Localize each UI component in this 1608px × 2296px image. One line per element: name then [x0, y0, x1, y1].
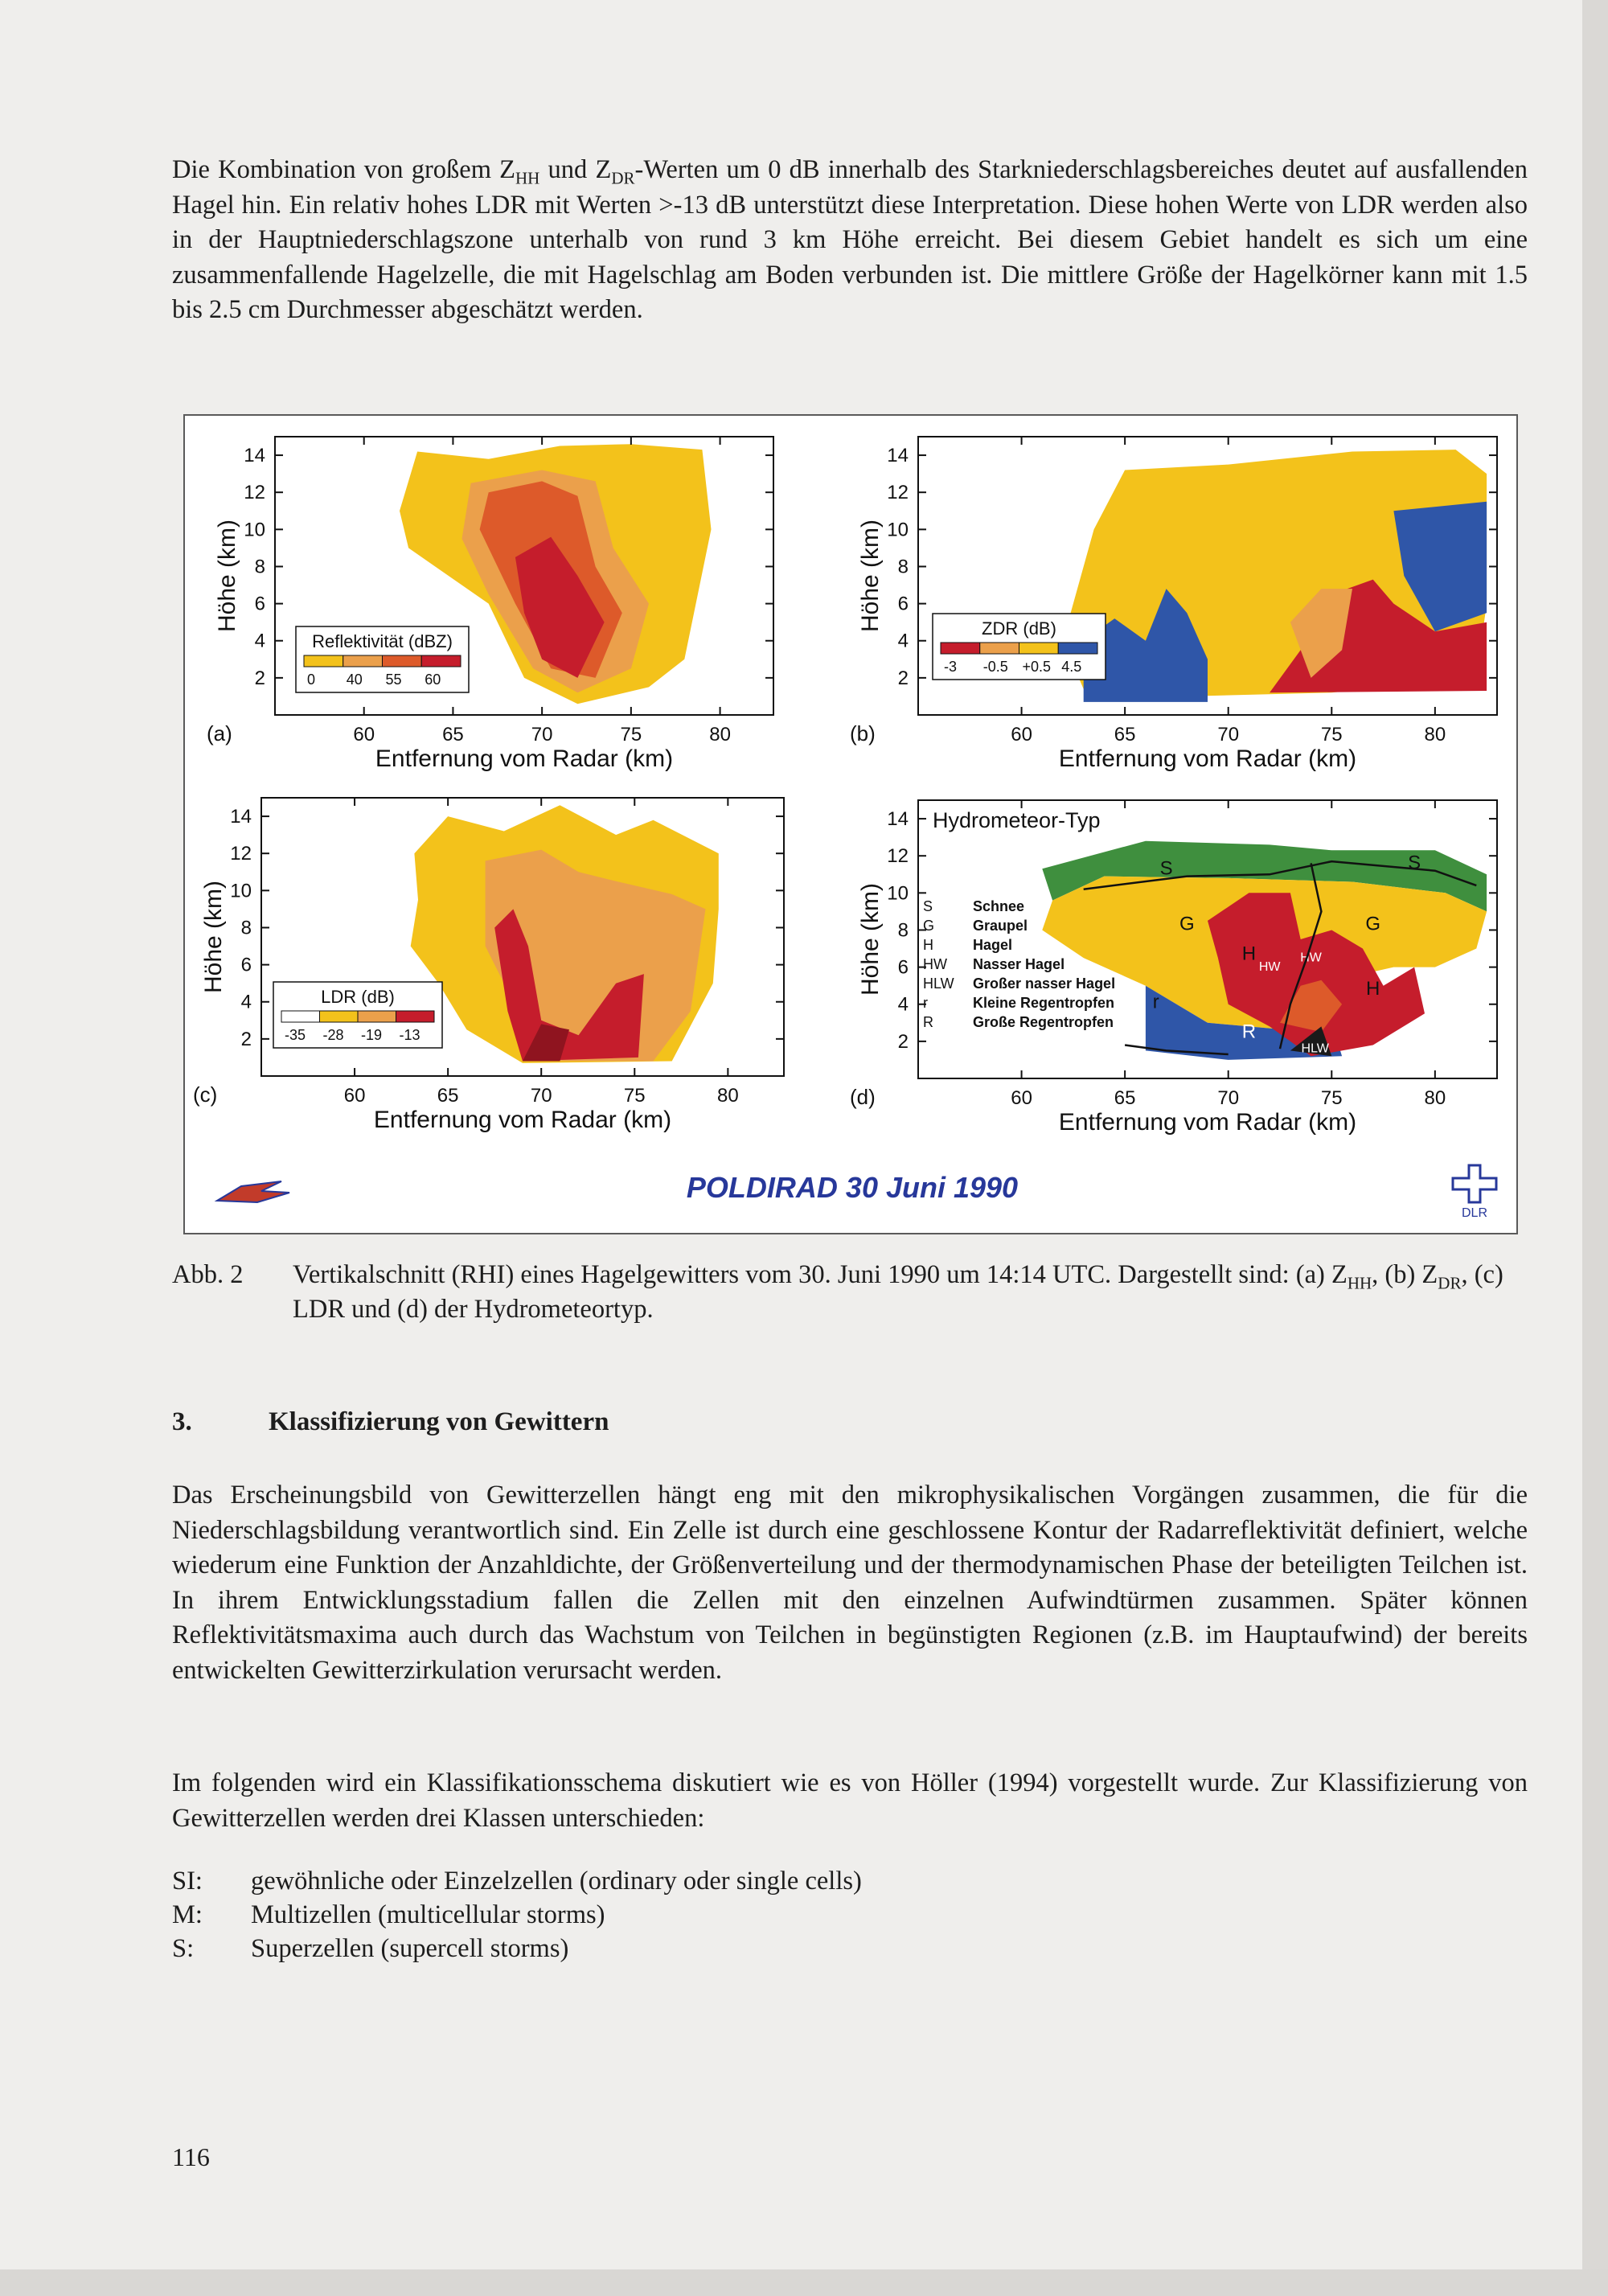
- panel-b: [850, 437, 1497, 772]
- x-tick-label: 75: [620, 724, 642, 745]
- legend-value: -0.5: [982, 659, 1008, 675]
- x-tick-label: 65: [1114, 724, 1136, 745]
- x-tick-label: 70: [1217, 724, 1240, 745]
- list-item: [172, 1932, 862, 1965]
- y-tick-label: 10: [244, 519, 265, 541]
- legend-swatch: [281, 1011, 320, 1022]
- page-edge: [1582, 0, 1608, 2296]
- page-number: 116: [172, 2142, 210, 2171]
- legend-value: -28: [322, 1027, 344, 1043]
- y-tick-label: 4: [254, 630, 265, 652]
- poldirad-logo-icon: [217, 1181, 289, 1202]
- class-name: Große Regentropfen: [973, 1014, 1114, 1030]
- x-tick-label: 80: [709, 724, 731, 745]
- panel-letter: (b): [850, 721, 876, 745]
- y-tick-label: 12: [887, 845, 909, 868]
- class-name: Nasser Hagel: [973, 956, 1065, 972]
- hydrometeor-label: R: [1241, 1021, 1257, 1043]
- class-code: R: [923, 1014, 933, 1030]
- legend-value: +0.5: [1022, 659, 1052, 675]
- class-code: r: [923, 995, 928, 1011]
- x-tick-label: 80: [717, 1085, 739, 1107]
- y-tick-label: 4: [240, 991, 252, 1013]
- hydrometeor-label: G: [1179, 913, 1195, 935]
- x-axis-label: Entfernung vom Radar (km): [375, 745, 674, 772]
- class-code: H: [923, 937, 933, 953]
- colorbar-legend: [273, 982, 442, 1048]
- class-text: gewöhnliche oder Einzelzellen (ordinary oder single cells): [251, 1867, 862, 1896]
- y-axis-label: Höhe (km): [857, 882, 884, 996]
- y-axis-label: Höhe (km): [857, 519, 884, 633]
- class-abbr: SI:: [172, 1867, 203, 1896]
- y-tick-label: 2: [897, 1030, 909, 1053]
- legend-value: -13: [399, 1027, 420, 1043]
- y-tick-label: 14: [887, 445, 909, 467]
- class-name: Großer nasser Hagel: [973, 975, 1116, 992]
- y-tick-label: 2: [240, 1028, 252, 1050]
- class-abbr: M:: [172, 1900, 203, 1929]
- class-code: HW: [923, 956, 947, 972]
- y-tick-label: 8: [254, 556, 265, 578]
- paragraph-classification-intro: Im folgenden wird ein Klassifikationsschema diskutiert wie es von Höller (1994) vorgestellt wurde. Zur Klassifizierung von Gewitterzellen werden drei Klassen unterschieden:: [172, 1768, 1528, 1833]
- x-tick-label: 65: [442, 724, 464, 745]
- footer-title: POLDIRAD 30 Juni 1990: [686, 1171, 1019, 1204]
- class-code: G: [923, 918, 935, 934]
- legend-value: 4.5: [1061, 659, 1082, 675]
- hydrometeor-label: S: [1159, 857, 1173, 880]
- legend-swatch: [1019, 643, 1059, 654]
- y-tick-label: 14: [887, 808, 909, 831]
- x-axis-label: Entfernung vom Radar (km): [373, 1107, 672, 1133]
- class-name: Kleine Regentropfen: [973, 995, 1115, 1011]
- x-tick-label: 65: [437, 1085, 459, 1107]
- legend-value: -19: [361, 1027, 383, 1043]
- legend-swatch: [304, 655, 343, 667]
- x-tick-label: 65: [1114, 1087, 1136, 1109]
- legend-swatch: [343, 655, 383, 667]
- class-list: [172, 1864, 862, 1965]
- y-tick-label: 12: [230, 843, 252, 865]
- y-tick-label: 10: [887, 882, 909, 905]
- y-tick-label: 8: [897, 919, 909, 942]
- legend-swatch: [383, 655, 422, 667]
- hydrometeor-label: R: [1118, 1035, 1132, 1058]
- class-name: Hagel: [973, 937, 1013, 953]
- colorbar-legend: [933, 614, 1106, 680]
- y-tick-label: 10: [230, 880, 252, 902]
- y-axis-label: Höhe (km): [214, 519, 240, 633]
- x-tick-label: 60: [353, 724, 375, 745]
- dlr-label: DLR: [1461, 1206, 1488, 1220]
- legend-title: LDR (dB): [321, 987, 395, 1007]
- panel-letter: (c): [193, 1082, 218, 1107]
- dlr-logo-icon: [1453, 1165, 1496, 1202]
- legend-swatch: [320, 1011, 359, 1022]
- y-tick-label: 2: [254, 667, 265, 689]
- y-tick-label: 12: [887, 482, 909, 504]
- hydrometeor-label: HW: [1300, 951, 1322, 965]
- y-tick-label: 8: [240, 917, 252, 939]
- rhi-figure: [183, 414, 1518, 1234]
- legend-title: Hydrometeor-Typ: [933, 808, 1101, 832]
- class-abbr: S:: [172, 1934, 195, 1963]
- y-tick-label: 8: [897, 556, 909, 578]
- y-tick-label: 12: [244, 482, 265, 504]
- y-tick-label: 14: [230, 806, 252, 828]
- paragraph-hail-interpretation: Die Kombination von großem $Z_{HH}$ und $Z_{DR}$-Werten um 0 dB innerhalb des Starkniederschlagsbereiches deutet auf ausfallenden Hagel hin. Ein relativ hohes LDR mit Werten >-13 dB unterstützt diese Interpretation. Diese hohen Werte von LDR werden also in der Hauptniederschlagszone unterhalb von rund 3 km Höhe erreicht. Bei diesem Gebiet handelt es sich um eine zusammenfallende Hagelzelle, die mit Hagelschlag am Boden verbunden ist. Die mittlere Größe der Hagelkörner kann mit 1.5 bis 2.5 cm Durchmesser abgeschätzt werden.: [172, 155, 1528, 324]
- x-tick-label: 75: [623, 1085, 646, 1107]
- hydrometeor-label: S: [1408, 852, 1421, 874]
- legend-value: 40: [346, 672, 363, 688]
- panel-letter: (d): [850, 1085, 876, 1109]
- legend-value: -35: [285, 1027, 306, 1043]
- x-tick-label: 60: [1011, 724, 1032, 745]
- legend-swatch: [421, 655, 461, 667]
- class-name: Graupel: [973, 918, 1028, 934]
- hydrometeor-label: HW: [1258, 960, 1281, 975]
- y-tick-label: 6: [897, 956, 909, 979]
- section-heading: [172, 1407, 609, 1437]
- class-name: Schnee: [973, 898, 1025, 914]
- y-tick-label: 4: [897, 993, 909, 1016]
- page-bottom-shadow: [0, 2269, 1608, 2296]
- legend-value: 0: [307, 672, 316, 688]
- class-text: Multizellen (multicellular storms): [251, 1900, 605, 1929]
- legend-value: 55: [385, 672, 402, 688]
- legend-swatch: [1058, 643, 1097, 654]
- y-tick-label: 6: [254, 593, 265, 615]
- x-tick-label: 80: [1424, 724, 1446, 745]
- x-axis-label: Entfernung vom Radar (km): [1058, 745, 1357, 772]
- x-tick-label: 70: [531, 724, 553, 745]
- y-tick-label: 2: [897, 667, 909, 689]
- y-tick-label: 14: [244, 445, 265, 467]
- hydrometeor-label: G: [1365, 913, 1381, 935]
- y-tick-label: 6: [897, 593, 909, 615]
- x-tick-label: 80: [1424, 1087, 1446, 1109]
- x-tick-label: 70: [1217, 1087, 1240, 1109]
- y-tick-label: 6: [240, 954, 252, 976]
- hydrometeor-label: HLW: [1301, 1041, 1329, 1056]
- list-item: [172, 1864, 862, 1898]
- paragraph-cell-appearance: Das Erscheinungsbild von Gewitterzellen hängt eng mit den mikrophysikalischen Vorgängen zusammen, die für die Niederschlagsbildung verantwortlich sind. Ein Zelle ist durch eine geschlossene Kontur der Radarreflektivität definiert, welche wiederum eine Funktion der Anzahldichte, der Größenverteilung und der thermodynamischen Phase der beteiligten Teilchen ist. In ihrem Entwicklungsstadium fallen die Zellen mit den einzelnen Aufwindtürmen zusammen. Später können Reflektivitätsmaxima auch durch das Wachstum von Teilchen in begünstigten Regionen (z.B. im Hauptaufwind) der bereits entwickelten Gewitterzirkulation verursacht werden.: [172, 1481, 1528, 1685]
- x-tick-label: 70: [530, 1085, 552, 1107]
- legend-swatch: [358, 1011, 396, 1022]
- legend-title: Reflektivität (dBZ): [312, 631, 453, 651]
- x-tick-label: 60: [1011, 1087, 1032, 1109]
- section-number: 3.: [172, 1407, 192, 1436]
- y-tick-label: 10: [887, 519, 909, 541]
- rhi-figure-svg: [185, 416, 1520, 1236]
- y-axis-label: Höhe (km): [200, 880, 227, 994]
- panel-a: [207, 437, 773, 772]
- legend-swatch: [980, 643, 1019, 654]
- hydrometeor-label: H: [1366, 978, 1380, 1000]
- legend-value: 60: [425, 672, 441, 688]
- class-code: S: [923, 898, 933, 914]
- legend-swatch: [396, 1011, 435, 1022]
- hydrometeor-label: r: [1152, 991, 1159, 1013]
- y-tick-label: 4: [897, 630, 909, 652]
- class-code: HLW: [923, 975, 954, 992]
- legend-title: ZDR (dB): [982, 618, 1056, 639]
- hydrometeor-label: H: [1241, 943, 1257, 965]
- figure-footer: [217, 1165, 1496, 1220]
- x-tick-label: 75: [1320, 724, 1343, 745]
- legend-value: -3: [944, 659, 958, 675]
- section-title: Klassifizierung von Gewittern: [269, 1407, 609, 1436]
- caption-label: Abb. 2: [172, 1260, 244, 1289]
- list-item: [172, 1898, 862, 1932]
- x-axis-label: Entfernung vom Radar (km): [1058, 1109, 1357, 1136]
- caption-text: Vertikalschnitt (RHI) eines Hagelgewitters vom 30. Juni 1990 um 14:14 UTC. Dargestellt sind: (a) $Z_{HH}$, (b) $Z_{DR}$, (c) LDR und (d) der Hydrometeortyp.: [293, 1260, 1503, 1324]
- x-tick-label: 75: [1320, 1087, 1343, 1109]
- class-text: Superzellen (supercell storms): [251, 1934, 569, 1963]
- colorbar-legend: [296, 626, 469, 692]
- panel-letter: (a): [207, 721, 232, 745]
- x-tick-label: 60: [343, 1085, 366, 1107]
- legend-swatch: [941, 643, 980, 654]
- panel-d: [850, 800, 1497, 1136]
- panel-c: [193, 798, 784, 1133]
- figure-caption: [172, 1258, 1531, 1327]
